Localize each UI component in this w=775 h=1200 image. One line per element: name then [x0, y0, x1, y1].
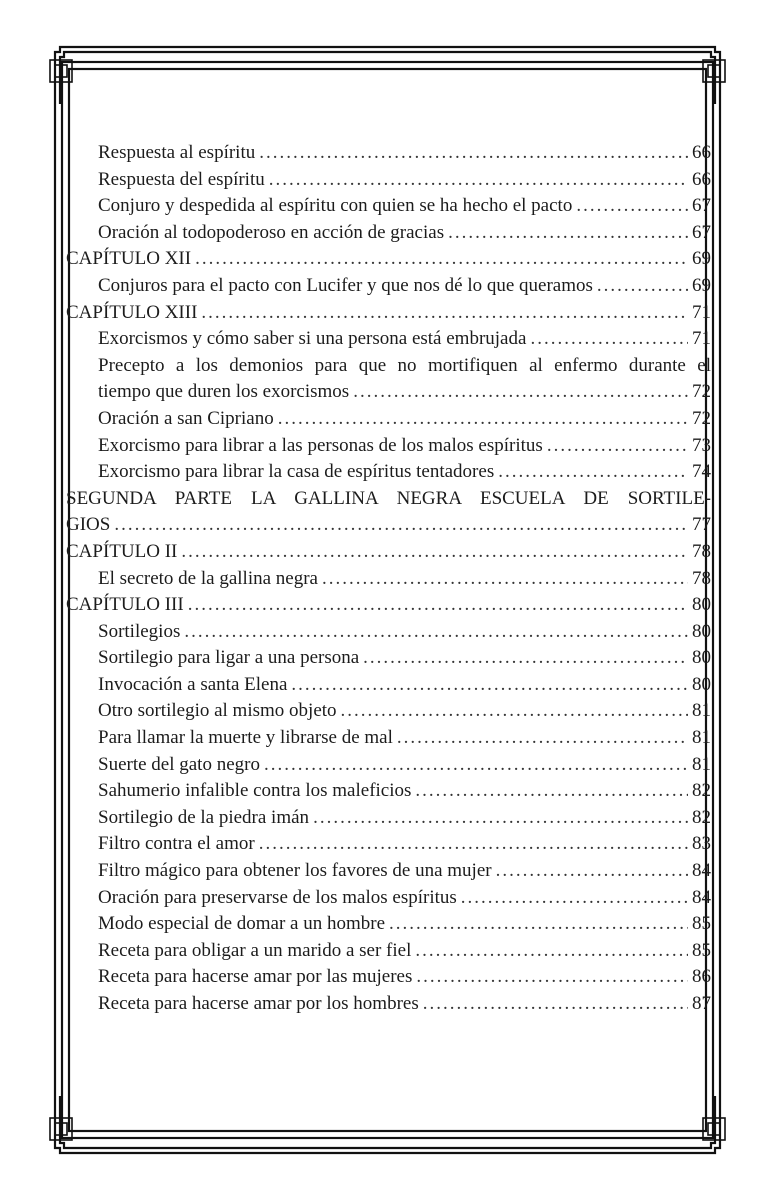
toc-page-number: 81 — [692, 727, 711, 749]
toc-entry — [66, 725, 711, 752]
toc-page-number: 67 — [692, 195, 711, 217]
toc-page-number: 73 — [692, 434, 711, 456]
toc-entry — [66, 193, 711, 220]
dot-leader — [397, 725, 688, 752]
dot-leader — [576, 193, 688, 220]
toc-entry — [66, 911, 711, 938]
dot-leader — [264, 752, 688, 779]
toc-entry-title: Respuesta al espíritu — [98, 142, 256, 163]
toc-page-number: 72 — [692, 407, 711, 429]
dot-leader — [389, 911, 688, 938]
toc-entry — [66, 778, 711, 805]
dot-leader — [291, 672, 688, 699]
toc-entry — [66, 406, 711, 433]
toc-page-number: 69 — [692, 274, 711, 296]
dot-leader — [313, 805, 688, 832]
toc-page-number: 85 — [692, 939, 711, 961]
toc-chapter-entry — [66, 512, 711, 539]
dot-leader — [423, 991, 688, 1018]
toc-page-number: 82 — [692, 806, 711, 828]
dot-leader — [322, 566, 688, 593]
toc-entry — [66, 991, 711, 1018]
toc-entry-title: tiempo que duren los exorcismos — [98, 381, 350, 403]
dot-leader — [278, 406, 688, 433]
toc-page-number: 71 — [692, 301, 711, 323]
toc-page-number: 84 — [692, 886, 711, 908]
toc-page-number: 80 — [692, 647, 711, 669]
dot-leader — [269, 167, 688, 194]
toc-entry — [66, 167, 711, 194]
dot-leader — [259, 831, 688, 858]
toc-entry-title: Otro sortilegio al mismo objeto — [98, 700, 337, 722]
toc-page-number: 78 — [692, 567, 711, 589]
toc-entry-title: Para llamar la muerte y librarse de mal — [98, 727, 393, 749]
toc-entry — [66, 273, 711, 300]
dot-leader — [184, 619, 688, 646]
toc-entry-title: Filtro mágico para obtener los favores de una mujer — [98, 860, 492, 882]
toc-page-number: 80 — [692, 620, 711, 642]
toc-entry — [66, 459, 711, 486]
toc-page-number: 81 — [692, 700, 711, 722]
toc-chapter-entry — [66, 592, 711, 619]
toc-entry — [66, 858, 711, 885]
toc-entry-title: Conjuro y despedida al espíritu con quien se ha hecho el pacto — [98, 195, 573, 217]
dot-leader — [259, 140, 688, 167]
toc-page-number: 80 — [692, 594, 711, 616]
toc-entry-title: Oración para preservarse de los malos espíritus — [98, 886, 457, 908]
toc-entry-title: Receta para hacerse amar por las mujeres — [98, 966, 413, 988]
toc-entry-title: Oración a san Cipriano — [98, 407, 274, 429]
toc-entry-title: CAPÍTULO II — [66, 540, 178, 562]
dot-leader — [114, 512, 688, 539]
toc-entry-title: Oración al todopoderoso en acción de gracias — [98, 221, 445, 243]
dot-leader — [415, 778, 688, 805]
table-of-contents — [66, 140, 711, 1018]
dot-leader — [461, 885, 688, 912]
toc-entry-title: Invocación a santa Elena — [98, 673, 288, 695]
toc-entry — [66, 619, 711, 646]
toc-page-number: 77 — [692, 514, 711, 536]
dot-leader — [547, 433, 688, 460]
toc-entry-title: Sortilegios — [98, 620, 181, 642]
toc-entry-title: Exorcismo para librar a las personas de los malos espíritus — [98, 434, 543, 456]
toc-entry-title: Receta para hacerse amar por los hombres — [98, 993, 419, 1014]
toc-chapter-entry — [66, 300, 711, 327]
toc-entry-title: Exorcismos y cómo saber si una persona está embrujada — [98, 328, 527, 350]
toc-entry-title: Exorcismo para librar la casa de espíritus tentadores — [98, 461, 495, 483]
toc-entry — [66, 645, 711, 672]
dot-leader — [416, 964, 688, 991]
toc-chapter-entry — [66, 539, 711, 566]
toc-entry-title: El secreto de la gallina negra — [98, 567, 318, 589]
toc-entry-title: Conjuros para el pacto con Lucifer y que nos dé lo que queramos — [98, 274, 593, 296]
dot-leader — [597, 273, 688, 300]
dot-leader — [341, 698, 688, 725]
toc-entry — [66, 433, 711, 460]
toc-entry-title: CAPÍTULO XII — [66, 248, 192, 270]
toc-entry — [66, 938, 711, 965]
toc-entry-title: Receta para obligar a un marido a ser fiel — [98, 939, 412, 961]
toc-entry — [66, 831, 711, 858]
toc-entry-title: Sortilegio para ligar a una persona — [98, 647, 360, 669]
toc-page-number: 69 — [692, 248, 711, 270]
toc-page-number: 87 — [692, 993, 711, 1014]
dot-leader — [201, 300, 688, 327]
toc-entry-title: CAPÍTULO III — [66, 594, 184, 616]
toc-entry — [66, 752, 711, 779]
toc-entry — [66, 672, 711, 699]
toc-page-number: 66 — [692, 142, 711, 163]
toc-page-number: 72 — [692, 381, 711, 403]
dot-leader — [363, 645, 688, 672]
toc-entry-title: GIOS — [66, 514, 111, 536]
toc-entry-wrapped-line: SEGUNDA PARTE LA GALLINA NEGRA ESCUELA DE SORTILE- — [66, 487, 711, 509]
toc-entry-title: Sahumerio infalible contra los maleficios — [98, 780, 412, 802]
toc-page-number: 85 — [692, 913, 711, 935]
toc-entry — [66, 566, 711, 593]
toc-entry-title: Sortilegio de la piedra imán — [98, 806, 310, 828]
toc-page-number: 78 — [692, 540, 711, 562]
toc-entry — [66, 379, 711, 406]
toc-page-number: 71 — [692, 328, 711, 350]
toc-entry-title: Filtro contra el amor — [98, 833, 255, 855]
dot-leader — [415, 938, 688, 965]
dot-leader — [496, 858, 688, 885]
dot-leader — [498, 459, 688, 486]
toc-entry — [66, 885, 711, 912]
toc-entry — [66, 220, 711, 247]
toc-page-number: 82 — [692, 780, 711, 802]
toc-chapter-entry — [66, 246, 711, 273]
toc-entry-title: Suerte del gato negro — [98, 753, 260, 775]
dot-leader — [188, 592, 688, 619]
toc-entry — [66, 140, 711, 167]
toc-entry — [66, 326, 711, 353]
toc-page-number: 81 — [692, 753, 711, 775]
toc-entry — [66, 698, 711, 725]
toc-page-number: 67 — [692, 221, 711, 243]
dot-leader — [195, 246, 688, 273]
toc-page-number: 84 — [692, 860, 711, 882]
toc-page-number: 80 — [692, 673, 711, 695]
toc-entry-wrapped-line: Precepto a los demonios para que no mortifiquen al enfermo durante el — [98, 354, 711, 376]
toc-page-number: 83 — [692, 833, 711, 855]
toc-entry-title: Modo especial de domar a un hombre — [98, 913, 386, 935]
dot-leader — [181, 539, 688, 566]
dot-leader — [448, 220, 688, 247]
toc-entry — [66, 964, 711, 991]
toc-page-number: 66 — [692, 168, 711, 190]
toc-entry-title: Respuesta del espíritu — [98, 168, 265, 190]
toc-entry — [66, 805, 711, 832]
dot-leader — [530, 326, 688, 353]
toc-entry-title: CAPÍTULO XIII — [66, 301, 198, 323]
toc-page-number: 86 — [692, 966, 711, 988]
dot-leader — [353, 379, 688, 406]
toc-page-number: 74 — [692, 461, 711, 483]
